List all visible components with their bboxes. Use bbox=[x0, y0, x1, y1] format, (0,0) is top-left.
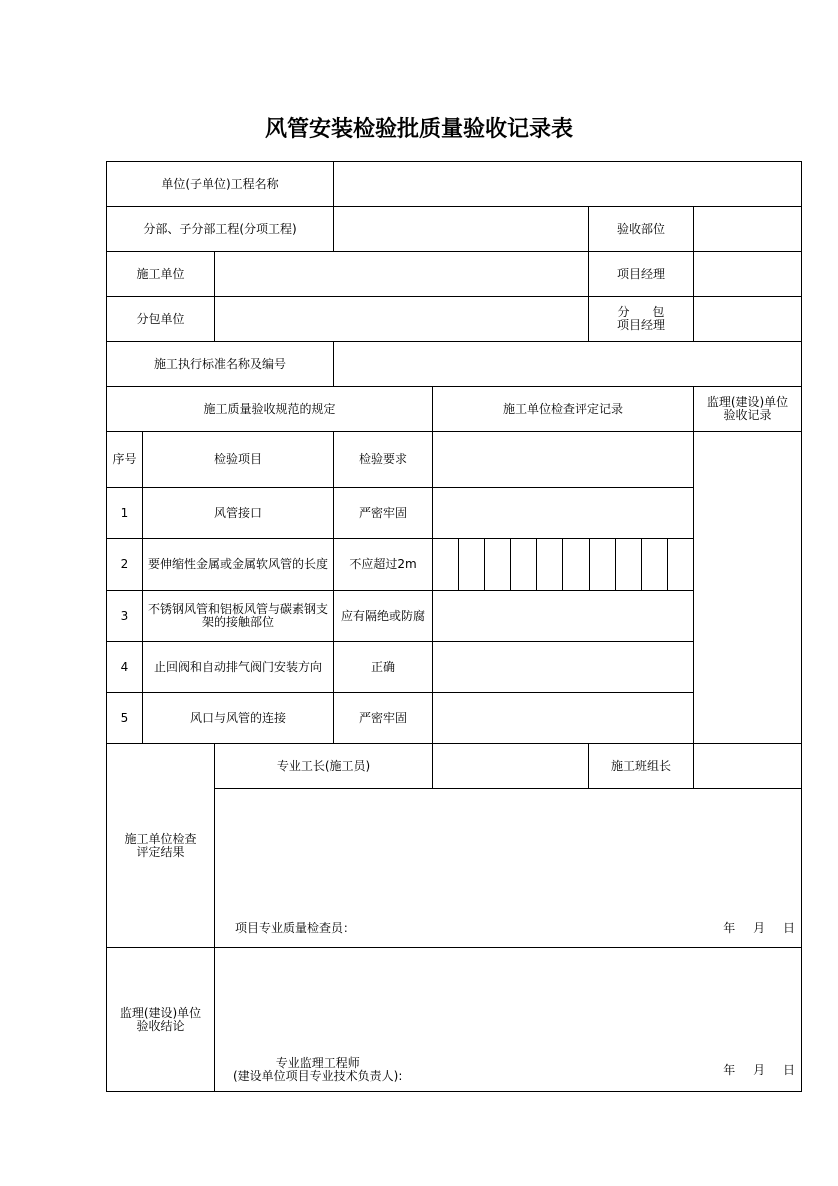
item-record-field[interactable] bbox=[433, 642, 694, 693]
date-day: 日 bbox=[782, 1063, 795, 1077]
item-no: 3 bbox=[107, 591, 143, 642]
record-cell[interactable] bbox=[562, 539, 588, 590]
supervision-conclusion-label bbox=[107, 948, 215, 1092]
subcontract-unit-field[interactable] bbox=[215, 297, 589, 342]
sub-project-field[interactable] bbox=[334, 207, 589, 252]
record-cell[interactable] bbox=[458, 539, 484, 590]
supervising-engineer-label bbox=[233, 1057, 402, 1083]
item-requirement: 严密牢固 bbox=[334, 693, 433, 744]
acceptance-part-label: 验收部位 bbox=[589, 207, 694, 252]
foreman-field[interactable] bbox=[433, 744, 589, 789]
item-record-grid bbox=[433, 539, 694, 591]
project-manager-label: 项目经理 bbox=[589, 252, 694, 297]
item-name: 止回阀和自动排气阀门安装方向 bbox=[143, 642, 334, 693]
item-record-field[interactable] bbox=[433, 591, 694, 642]
item-no: 2 bbox=[107, 539, 143, 591]
project-manager-field[interactable] bbox=[694, 252, 802, 297]
item-name: 要伸缩性金属或金属软风管的长度 bbox=[143, 539, 334, 591]
supervision-record-line1: 监理(建设)单位 bbox=[706, 395, 789, 409]
supervision-record-field[interactable] bbox=[694, 432, 802, 744]
construction-record-header: 施工单位检查评定记录 bbox=[433, 387, 694, 432]
record-cell[interactable] bbox=[667, 539, 693, 590]
supervision-record-line2: 验收记录 bbox=[723, 408, 772, 422]
item-name: 风口与风管的连接 bbox=[143, 693, 334, 744]
item-no: 4 bbox=[107, 642, 143, 693]
foreman-label: 专业工长(施工员) bbox=[215, 744, 433, 789]
supervision-record-header bbox=[694, 387, 802, 432]
date-month: 月 bbox=[753, 921, 766, 935]
item-no: 1 bbox=[107, 488, 143, 539]
engineer-line2: (建设单位项目专业技术负责人): bbox=[233, 1069, 403, 1083]
record-cell[interactable] bbox=[615, 539, 641, 590]
date-year: 年 bbox=[723, 1063, 736, 1077]
construction-unit-label: 施工单位 bbox=[107, 252, 215, 297]
acceptance-form-table bbox=[106, 161, 802, 1092]
construction-result-line2: 评定结果 bbox=[136, 844, 185, 859]
item-requirement: 严密牢固 bbox=[334, 488, 433, 539]
standard-name-label: 施工执行标准名称及编号 bbox=[107, 342, 334, 387]
column-requirement: 检验要求 bbox=[334, 432, 433, 488]
acceptance-part-field[interactable] bbox=[694, 207, 802, 252]
column-item: 检验项目 bbox=[143, 432, 334, 488]
record-cell[interactable] bbox=[589, 539, 615, 590]
record-cell[interactable] bbox=[433, 539, 458, 590]
team-leader-label: 施工班组长 bbox=[589, 744, 694, 789]
supervision-conclusion-line1: 监理(建设)单位 bbox=[119, 1005, 202, 1020]
subcontract-unit-label: 分包单位 bbox=[107, 297, 215, 342]
construction-result-line1: 施工单位检查 bbox=[124, 831, 197, 846]
column-no: 序号 bbox=[107, 432, 143, 488]
date-day: 日 bbox=[782, 921, 795, 935]
item-requirement: 正确 bbox=[334, 642, 433, 693]
item-requirement: 应有隔绝或防腐 bbox=[334, 591, 433, 642]
spec-section-header: 施工质量验收规范的规定 bbox=[107, 387, 433, 432]
subcontract-pm-line2: 项目经理 bbox=[616, 318, 665, 332]
engineer-line1: 专业监理工程师 bbox=[275, 1056, 360, 1070]
sub-project-label: 分部、子分部工程(分项工程) bbox=[107, 207, 334, 252]
record-cell[interactable] bbox=[510, 539, 536, 590]
record-cell[interactable] bbox=[484, 539, 510, 590]
result-date bbox=[709, 922, 795, 935]
supervision-conclusion-field[interactable] bbox=[215, 948, 802, 1092]
quality-inspector-label: 项目专业质量检查员： bbox=[235, 921, 356, 935]
supervision-conclusion-line2: 验收结论 bbox=[136, 1018, 185, 1033]
construction-unit-field[interactable] bbox=[215, 252, 589, 297]
item-no: 5 bbox=[107, 693, 143, 744]
record-cell[interactable] bbox=[641, 539, 667, 590]
conclusion-date bbox=[709, 1064, 795, 1077]
subcontract-pm-label bbox=[589, 297, 694, 342]
date-month: 月 bbox=[753, 1063, 766, 1077]
subcontract-pm-line1: 分 包 bbox=[617, 305, 665, 319]
date-year: 年 bbox=[723, 921, 736, 935]
item-name: 不锈钢风管和铝板风管与碳素钢支架的接触部位 bbox=[143, 591, 334, 642]
record-cell[interactable] bbox=[536, 539, 562, 590]
subcontract-pm-field[interactable] bbox=[694, 297, 802, 342]
item-record-field[interactable] bbox=[433, 693, 694, 744]
item-record-field[interactable] bbox=[433, 488, 694, 539]
construction-result-field[interactable] bbox=[215, 789, 802, 948]
item-requirement: 不应超过2m bbox=[334, 539, 433, 591]
column-record-blank[interactable] bbox=[433, 432, 694, 488]
unit-project-name-field[interactable] bbox=[334, 162, 802, 207]
item-name: 风管接口 bbox=[143, 488, 334, 539]
construction-result-label bbox=[107, 744, 215, 948]
standard-name-field[interactable] bbox=[334, 342, 802, 387]
form-title: 风管安装检验批质量验收记录表 bbox=[264, 116, 573, 142]
unit-project-name-label: 单位(子单位)工程名称 bbox=[107, 162, 334, 207]
team-leader-field[interactable] bbox=[694, 744, 802, 789]
